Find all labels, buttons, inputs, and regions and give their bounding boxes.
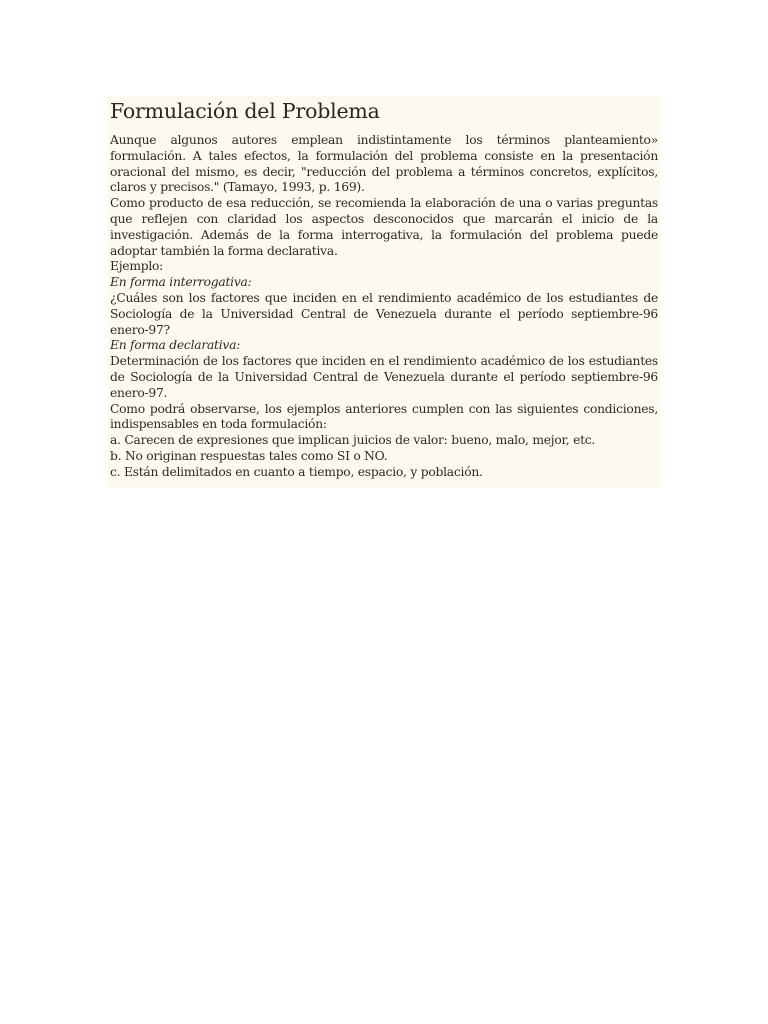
interrogative-example: ¿Cuáles son los factores que inciden en el rendimiento académico de los estudiantes de Sociología de la Universidad Central de Venezuela durante el período septiembre-96 enero-97? (110, 290, 658, 337)
page-title: Formulación del Problema (110, 99, 380, 123)
condition-item: a. Carecen de expresiones que implican juicios de valor: bueno, malo, mejor, etc. (110, 433, 596, 448)
document-body (110, 133, 658, 481)
document-page (108, 96, 660, 488)
interrogative-label: En forma interrogativa: (110, 275, 252, 290)
condition-item: b. No originan respuestas tales como SI o NO. (110, 448, 388, 463)
declarative-example: Determinación de los factores que inciden en el rendimiento académico de los estudiantes de Sociología de la Universidad Central de Venezuela durante el período septiembre-96 enero-97. (110, 354, 658, 400)
conditions-intro: Como podrá observarse, los ejemplos anteriores cumplen con las siguientes condiciones, indispensables en toda formulación: (110, 401, 658, 432)
paragraph-intro: Aunque algunos autores emplean indistintamente los términos planteamiento» formulación. A tales efectos, la formulación del problema consiste en la presentación oracional del mismo, es decir, "reducción del problema a términos concretos, explícitos, claros y precisos." (Tamayo, 1993, p. 169). (110, 133, 658, 195)
condition-item: c. Están delimitados en cuanto a tiempo, espacio, y población. (110, 464, 483, 479)
declarative-label: En forma declarativa: (110, 338, 241, 353)
example-label: Ejemplo: (110, 259, 164, 274)
paragraph-reduction: Como producto de esa reducción, se recomienda la elaboración de una o varias preguntas que reflejen con claridad los aspectos desconocidos que marcarán el inicio de la investigación. Además de la forma interrogativa, la formulación del problema puede adoptar también la forma declarativa. (110, 196, 658, 258)
